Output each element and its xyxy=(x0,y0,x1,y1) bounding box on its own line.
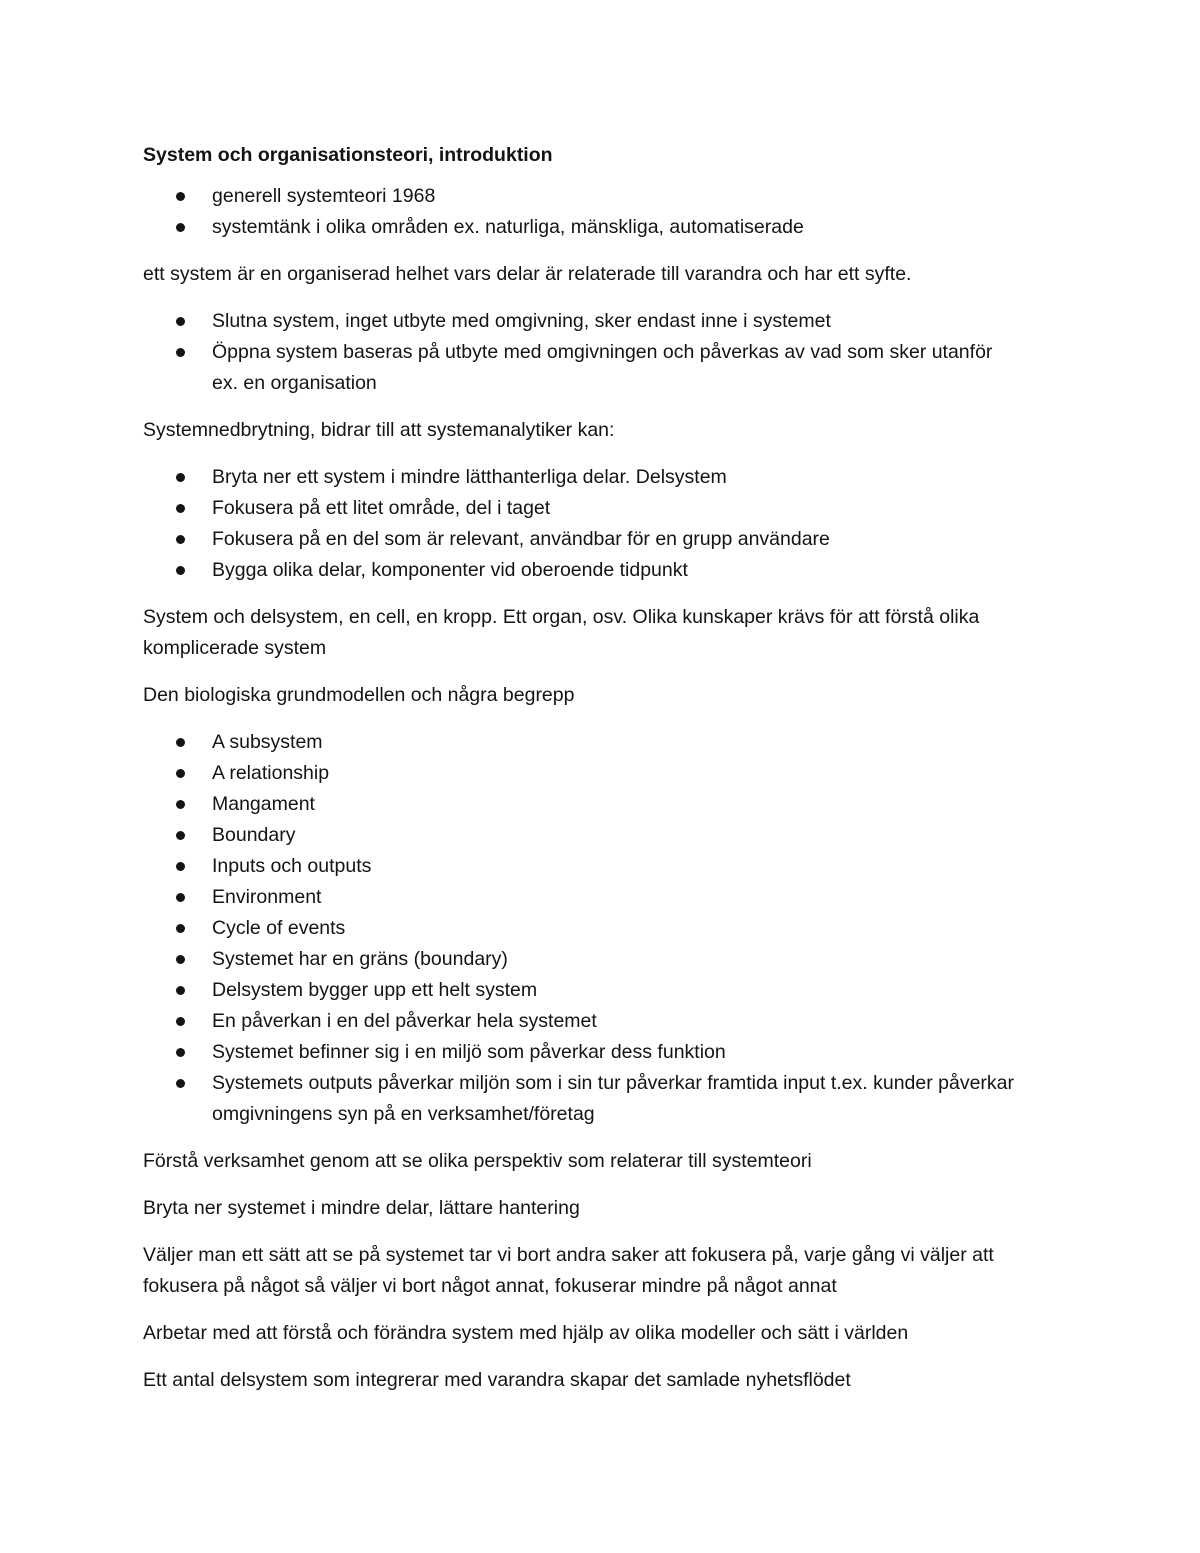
bullet-icon xyxy=(176,473,185,482)
bullet-icon xyxy=(176,831,185,840)
bullet-icon xyxy=(176,348,185,357)
list-item: Bryta ner ett system i mindre lätthanterliga delar. Delsystem xyxy=(143,462,1073,493)
biological-list xyxy=(143,727,1073,1130)
page-title: System och organisationsteori, introduktion xyxy=(143,144,553,166)
list-item: Systemet har en gräns (boundary) xyxy=(143,944,1073,975)
definition-paragraph: ett system är en organiserad helhet vars delar är relaterade till varandra och har ett syfte. xyxy=(143,263,912,285)
biological-intro: Den biologiska grundmodellen och några begrepp xyxy=(143,684,575,706)
bullet-icon xyxy=(176,566,185,575)
systems-list xyxy=(143,306,1073,399)
bullet-icon xyxy=(176,862,185,871)
bullet-icon xyxy=(176,1017,185,1026)
list-item: Bygga olika delar, komponenter vid oberoende tidpunkt xyxy=(143,555,1073,586)
list-item: generell systemteori 1968 xyxy=(143,181,1073,212)
closing-paragraph: Arbetar med att förstå och förändra system med hjälp av olika modeller och sätt i världen xyxy=(143,1322,909,1344)
list-item: Boundary xyxy=(143,820,1073,851)
list-item: A relationship xyxy=(143,758,1073,789)
document-page xyxy=(143,140,1073,1412)
decomposition-list xyxy=(143,462,1073,586)
bullet-icon xyxy=(176,800,185,809)
closing-paragraph: Bryta ner systemet i mindre delar, lättare hantering xyxy=(143,1197,580,1219)
bullet-icon xyxy=(176,504,185,513)
bullet-icon xyxy=(176,955,185,964)
list-item: Environment xyxy=(143,882,1073,913)
closing-paragraph: Väljer man ett sätt att se på systemet tar vi bort andra saker att fokusera på, varje gång vi väljer att fokusera på något så väljer vi bort något annat, fokuserar mindre på något annat xyxy=(143,1244,994,1297)
list-item: A subsystem xyxy=(143,727,1073,758)
bullet-icon xyxy=(176,192,185,201)
list-item: Slutna system, inget utbyte med omgivning, sker endast inne i systemet xyxy=(143,306,1073,337)
bullet-icon xyxy=(176,986,185,995)
list-item: Fokusera på ett litet område, del i taget xyxy=(143,493,1073,524)
list-item: Fokusera på en del som är relevant, användbar för en grupp användare xyxy=(143,524,1073,555)
list-item: Delsystem bygger upp ett helt system xyxy=(143,975,1073,1006)
bullet-icon xyxy=(176,317,185,326)
bullet-icon xyxy=(176,893,185,902)
bullet-icon xyxy=(176,769,185,778)
closing-paragraph: Förstå verksamhet genom att se olika perspektiv som relaterar till systemteori xyxy=(143,1150,812,1172)
list-item: systemtänk i olika områden ex. naturliga, mänskliga, automatiserade xyxy=(143,212,1073,243)
bullet-icon xyxy=(176,223,185,232)
list-item: Öppna system baseras på utbyte med omgivningen och påverkas av vad som sker utanför ex. en organisation xyxy=(143,337,1073,399)
subsystems-paragraph: System och delsystem, en cell, en kropp. Ett organ, osv. Olika kunskaper krävs för att förstå olika komplicerade system xyxy=(143,606,980,659)
list-item: Systemets outputs påverkar miljön som i sin tur påverkar framtida input t.ex. kunder påverkar omgivningens syn på en verksamhet/företag xyxy=(143,1068,1073,1130)
list-item: Inputs och outputs xyxy=(143,851,1073,882)
bullet-icon xyxy=(176,1048,185,1057)
closing-paragraph: Ett antal delsystem som integrerar med varandra skapar det samlade nyhetsflödet xyxy=(143,1369,851,1391)
list-item: Systemet befinner sig i en miljö som påverkar dess funktion xyxy=(143,1037,1073,1068)
list-item: Mangament xyxy=(143,789,1073,820)
intro-list xyxy=(143,181,1073,243)
list-item: En påverkan i en del påverkar hela systemet xyxy=(143,1006,1073,1037)
decomposition-intro: Systemnedbrytning, bidrar till att systemanalytiker kan: xyxy=(143,419,615,441)
list-item: Cycle of events xyxy=(143,913,1073,944)
bullet-icon xyxy=(176,924,185,933)
bullet-icon xyxy=(176,1079,185,1088)
bullet-icon xyxy=(176,738,185,747)
bullet-icon xyxy=(176,535,185,544)
